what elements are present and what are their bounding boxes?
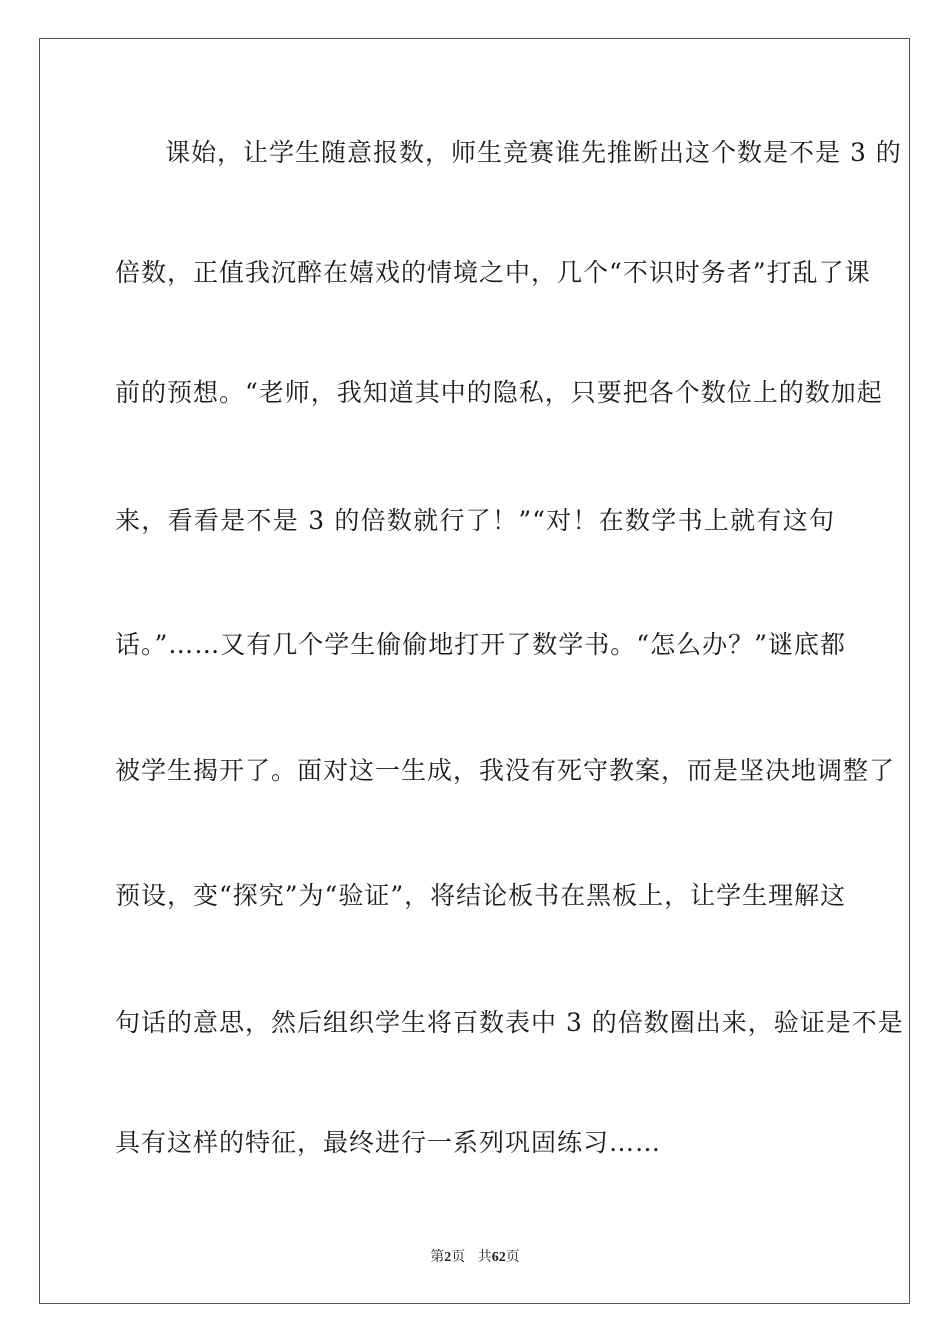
page-footer [0, 1248, 950, 1267]
paragraph-line-8: 句话的意思，然后组织学生将百数表中 3 的倍数圈出来，验证是不是 [115, 1008, 904, 1037]
paragraph-line-6: 被学生揭开了。面对这一生成，我没有死守教案，而是坚决地调整了 [115, 756, 896, 785]
paragraph-line-4: 来，看看是不是 3 的倍数就行了！”“对！在数学书上就有这句 [115, 506, 835, 535]
paragraph-line-3: 前的预想。“老师，我知道其中的隐私，只要把各个数位上的数加起 [115, 378, 883, 407]
page-border [39, 38, 910, 1304]
total-pages-indicator: 共62页 [477, 1249, 520, 1265]
page-indicator: 第2页 [430, 1249, 466, 1265]
paragraph-line-1: 课始，让学生随意报数，师生竞赛谁先推断出这个数是不是 3 的 [165, 138, 902, 167]
paragraph-line-9: 具有这样的特征，最终进行一系列巩固练习…… [115, 1128, 662, 1157]
paragraph-line-7: 预设，变“探究”为“验证”，将结论板书在黑板上，让学生理解这 [115, 881, 847, 910]
paragraph-line-2: 倍数，正值我沉醉在嬉戏的情境之中，几个“不识时务者”打乱了课 [115, 258, 871, 287]
paragraph-line-5: 话。”……又有几个学生偷偷地打开了数学书。“怎么办？”谜底都 [115, 630, 846, 659]
